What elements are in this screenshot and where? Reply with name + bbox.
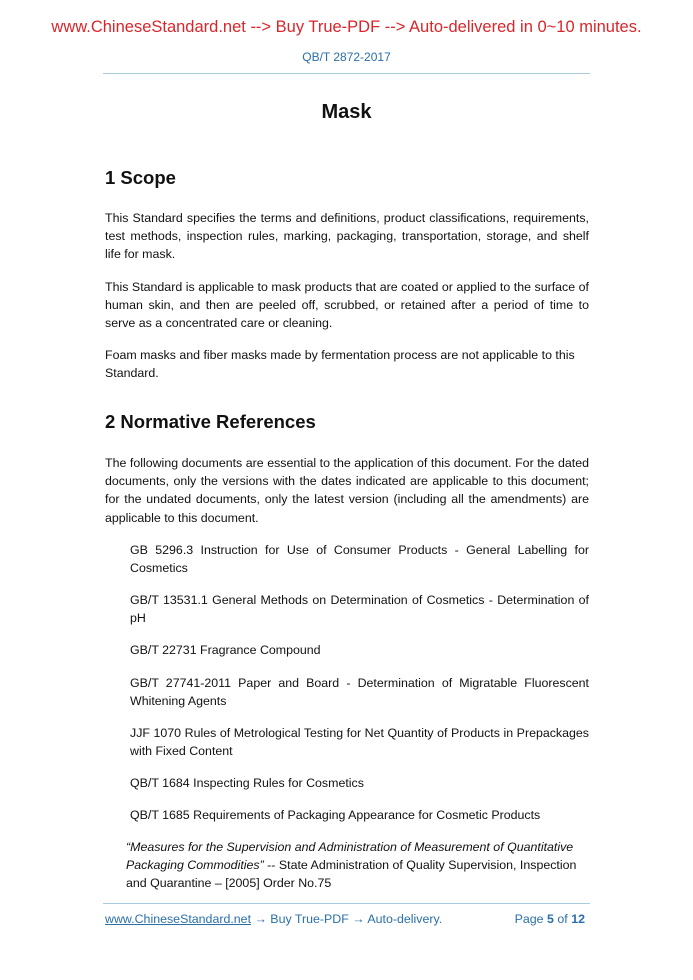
reference-item: QB/T 1684 Inspecting Rules for Cosmetics — [130, 776, 364, 790]
paragraph: The following documents are essential to the application of this document. For the dated documents, only the versions with the dates indicated are applicable to this document; for the undated documents, only the latest version (including all the amendments) are applicable to this document. — [105, 456, 589, 525]
paragraph: This Standard specifies the terms and definitions, product classifications, requirements, test methods, inspection rules, marking, packaging, transportation, storage, and shelf life for mask. — [105, 211, 589, 262]
footer-link[interactable]: www.ChineseStandard.net — [105, 912, 252, 926]
header-divider — [103, 73, 590, 74]
measures-title: “Measures for the Supervision and Administration of Measurement of Quantitative Packaging Commodities” — [126, 840, 574, 873]
reference-item: GB/T 27741-2011 Paper and Board - Determination of Migratable Fluorescent Whitening Agents — [130, 676, 589, 709]
measures-issuer: -- State Administration of Quality Supervision, Inspection and Quarantine – [2005] Order No.75 — [126, 858, 577, 891]
paragraph: Foam masks and fiber masks made by fermentation process are not applicable to this Standard. — [105, 348, 575, 381]
reference-item: GB 5296.3 Instruction for Use of Consumer Products - General Labelling for Cosmetics — [130, 543, 589, 576]
page-number: 5 — [547, 912, 554, 926]
reference-item: JJF 1070 Rules of Metrological Testing for Net Quantity of Products in Prepackages with Fixed Content — [130, 726, 589, 759]
footer-divider — [103, 903, 590, 904]
reference-item: GB/T 13531.1 General Methods on Determination of Cosmetics - Determination of pH — [130, 593, 589, 626]
reference-item: GB/T 22731 Fragrance Compound — [130, 643, 321, 657]
footer — [105, 912, 585, 926]
reference-item: QB/T 1685 Requirements of Packaging Appearance for Cosmetic Products — [130, 808, 541, 822]
document-title: Mask — [321, 101, 372, 123]
promo-banner: www.ChineseStandard.net --> Buy True-PDF --> Auto-delivered in 0~10 minutes. — [51, 18, 642, 36]
of-label: of — [557, 912, 568, 926]
page-indicator — [515, 912, 585, 926]
total-pages: 12 — [571, 912, 585, 926]
section-heading-normative-references: 2 Normative References — [105, 411, 316, 432]
footer-text: → Buy True-PDF → Auto-delivery. — [251, 912, 443, 926]
reference-item-measures — [126, 838, 589, 893]
page-label: Page — [514, 912, 544, 926]
section-heading-scope: 1 Scope — [105, 167, 176, 188]
standard-code: QB/T 2872-2017 — [302, 50, 391, 64]
paragraph: This Standard is applicable to mask products that are coated or applied to the surface of human skin, and then are peeled off, scrubbed, or retained after a period of time to serve as a concentrated care or cleaning. — [105, 280, 589, 331]
